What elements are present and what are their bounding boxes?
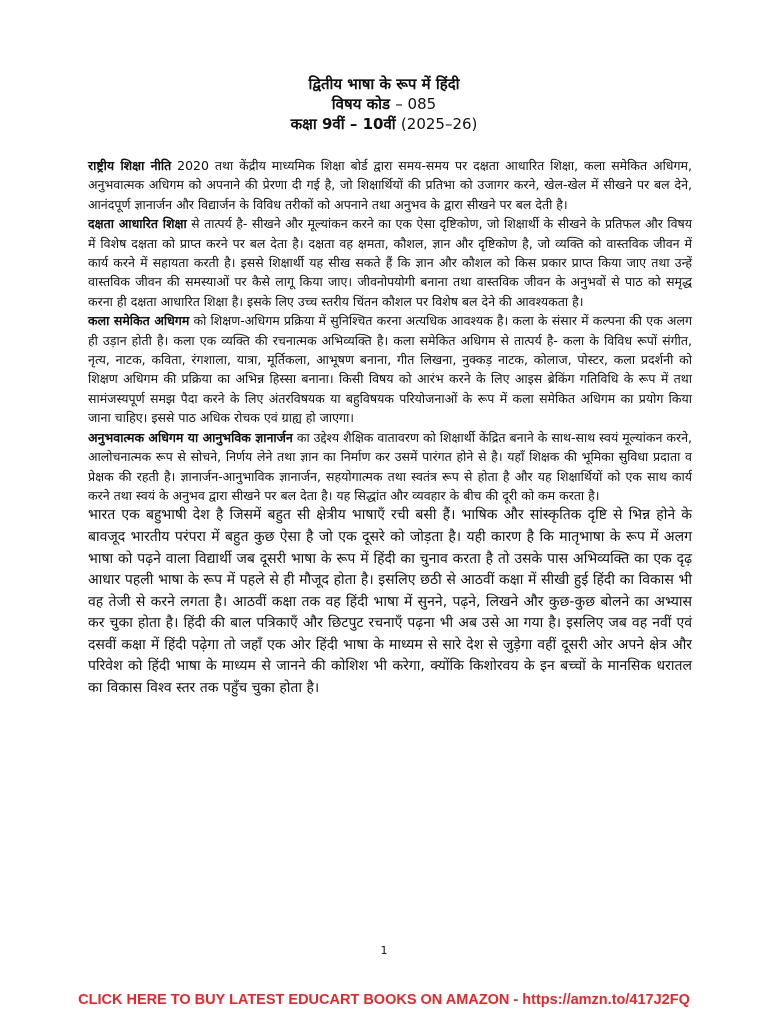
session-year: (2025–26) — [400, 115, 478, 133]
subject-code-label: विषय कोड — [331, 95, 391, 113]
class-label: कक्षा 9वीं – 10वीं — [290, 115, 396, 133]
document-header — [0, 74, 768, 134]
paragraph-text: भारत एक बहुभाषी देश है जिसमें बहुत सी क्षेत्रीय भाषाएँ रची बसी हैं। भाषिक और सांस्कृतिक दृष्टि से भिन्न होने के बावजूद भारतीय परंपरा में बहुत कुछ ऐसा है जो एक दूसरे को जोड़ता है। यही कारण है कि मातृभाषा के रूप में अलग भाषा को पढ़ने वाला विद्यार्थी जब दूसरी भाषा के रूप में हिंदी का चुनाव करता है तो उसके पास अभिव्यक्ति का एक दृढ़ आधार पहली भाषा के रूप में पहले से ही मौजूद होता है। इसलिए छठी से आठवीं कक्षा में सीखी हुई हिंदी का विकास भी वह तेजी से करने लगता है। आठवीं कक्षा तक वह हिंदी भाषा में सुनने, पढ़ने, लिखने और कुछ-कुछ बोलने का अभ्यास कर चुका होता है। हिंदी की बाल पत्रिकाएँ और छिटपुट रचनाएँ पढ़ना भी अब उसे आ गया है। इसलिए जब वह नवीं एवं दसवीं कक्षा में हिंदी पढ़ेगा तो जहाँ एक ओर हिंदी भाषा के माध्यम से सारे देश से जुड़ेगा वहीं दूसरी ओर अपने क्षेत्र और परिवेश को हिंदी भाषा के माध्यम से जानने की कोशिश भी करेगा, क्योंकि किशोरवय के इन बच्चों के मानसिक धरातल का विकास विश्व स्तर तक पहुँच चुका होता है। — [88, 507, 692, 697]
paragraph-text: से तात्पर्य है- सीखने और मूल्यांकन करने का एक ऐसा दृष्टिकोण, जो शिक्षार्थी के सीखने के प्रतिफल और विषय में विशेष दक्षता को प्राप्त करने पर बल देता है। दक्षता वह क्षमता, कौशल, ज्ञान और दृष्टिकोण है, जो व्यक्ति को वास्तविक जीवन में कार्य करने में सहायता करती है। इससे शिक्षार्थी यह सीख सकते हैं कि ज्ञान और कौशल को किस प्रकार प्राप्त किया जाए तथा उन्हें वास्तविक जीवन की समस्याओं पर कैसे लागू किया जाए। जीवनोपयोगी बनाना तथा वास्तविक जीवन के अनुभवों से पाठ को समृद्ध करना ही दक्षता आधारित शिक्षा है। इसके लिए उच्च स्तरीय चिंतन कौशल पर विशेष बल देने की आवश्यकता है। — [88, 216, 692, 309]
paragraph-nep — [88, 156, 692, 214]
amazon-buy-link[interactable]: CLICK HERE TO BUY LATEST EDUCART BOOKS ON AMAZON - https://amzn.to/417J2FQ — [78, 992, 690, 1008]
paragraph-lead: राष्ट्रीय शिक्षा नीति — [88, 158, 172, 173]
document-body — [88, 156, 692, 700]
paragraph-art-integrated — [88, 311, 692, 427]
paragraph-experiential — [88, 428, 692, 506]
paragraph-text: 2020 तथा केंद्रीय माध्यमिक शिक्षा बोर्ड द्वारा समय-समय पर दक्षता आधारित शिक्षा, कला समेकित अधिगम, अनुभवात्मक अधिगम को अपनाने की प्रेरणा दी गई है, जो शिक्षार्थियों की प्रतिभा को उजागर करने, खेल-खेल में सीखने पर बल देने, आनंदपूर्ण ज्ञानार्जन और विद्यार्जन के विविध तरीकों को अपनाने तथा अनुभव के द्वारा सीखने पर बल देती है। — [88, 158, 692, 212]
paragraph-lead: दक्षता आधारित शिक्षा — [88, 216, 187, 232]
paragraph-lead: अनुभवात्मक अधिगम या आनुभविक ज्ञानार्जन — [88, 429, 293, 445]
document-title: द्वितीय भाषा के रूप में हिंदी — [308, 75, 460, 93]
paragraph-multilingual — [88, 505, 692, 699]
paragraph-lead: कला समेकित अधिगम — [88, 313, 190, 329]
paragraph-text: को शिक्षण-अधिगम प्रक्रिया में सुनिश्चित करना अत्यधिक आवश्यक है। कला के संसार में कल्पना की एक अलग ही उड़ान होती है। कला एक व्यक्ति की रचनात्मक अभिव्यक्ति है। कला समेकित अधिगम से तात्पर्य है- कला के विविध रूपों संगीत, नृत्य, नाटक, कविता, रंगशाला, यात्रा, मूर्तिकला, आभूषण बनाना, गीत लिखना, नुक्कड़ नाटक, कोलाज, पोस्टर, कला प्रदर्शनी को शिक्षण अधिगम की प्रक्रिया का अभिन्न हिस्सा बनाना। किसी विषय को आरंभ करने के लिए आइस ब्रेकिंग गतिविधि के रूप में तथा सामंजस्यपूर्ण समझ पैदा करने के लिए अंतरविषयक या बहुविषयक परियोजनाओं के रूप में कला समेकित अधिगम का प्रयोग किया जाना चाहिए। इससे पाठ अधिक रोचक एवं ग्राह्य हो जाएगा। — [88, 313, 692, 426]
page-number: 1 — [380, 944, 388, 957]
class-line — [0, 114, 768, 134]
subject-code-value: – 085 — [395, 95, 437, 113]
paragraph-competency — [88, 214, 692, 311]
paragraph-text: का उद्देश्य शैक्षिक वातावरण को शिक्षार्थी केंद्रित बनाने के साथ-साथ स्वयं मूल्यांकन करने, आलोचनात्मक रूप से सोचने, निर्णय लेने तथा ज्ञान का निर्माण कर उसमें पारंगत होने से है। यहाँ शिक्षक की भूमिका सुविधा प्रदाता व प्रेक्षक की रहती है। ज्ञानार्जन-आनुभाविक ज्ञानार्जन, सहयोगात्मक तथा स्वतंत्र रूप से होता है और यह शिक्षार्थियों को एक साथ कार्य करने तथा स्वयं के अनुभव द्वारा सीखने पर बल देता है। यह सिद्धांत और व्यवहार के बीच की दूरी को कम करता है। — [88, 429, 693, 503]
subject-code-line — [0, 94, 768, 114]
footer-banner — [0, 992, 768, 1008]
